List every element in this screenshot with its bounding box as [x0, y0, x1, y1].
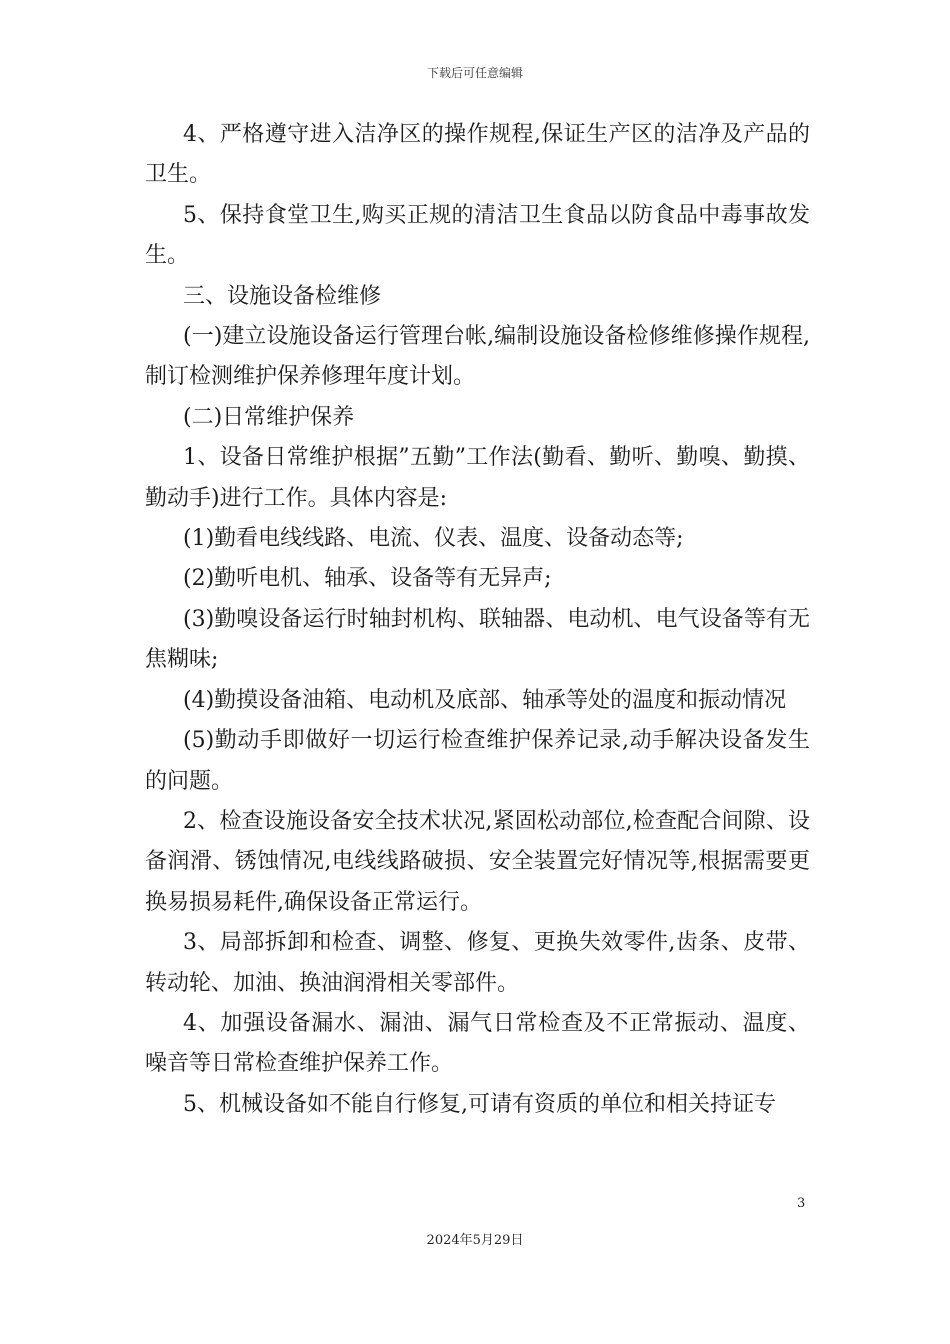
paragraph: 5、保持食堂卫生,购买正规的清洁卫生食品以防食品中毒事故发生。 — [145, 202, 810, 269]
list-item: (1)勤看电线线路、电流、仪表、温度、设备动态等; — [183, 526, 684, 552]
paragraph: 5、机械设备如不能自行修复,可请有资质的单位和相关持证专 — [183, 1091, 776, 1117]
page-number: 3 — [797, 1196, 806, 1211]
list-item: (4)勤摸设备油箱、电动机及底部、轴承等处的温度和振动情况 — [183, 687, 787, 713]
paragraph: 3、局部拆卸和检查、调整、修复、更换失效零件,齿条、皮带、转动轮、加油、换油润滑相关零部件。 — [145, 930, 810, 996]
paragraph: 1、设备日常维护根据”五勤”工作法(勤看、勤听、勤嗅、勤摸、勤动手)进行工作。具体内容是: — [145, 445, 810, 511]
paragraph: 2、检查设施设备安全技术状况,紧固松动部位,检查配合间隙、设备润滑、锈蚀情况,电线线路破损、安全装置完好情况等,根据需要更换易损易耗件,确保设备正常运行。 — [145, 808, 810, 915]
list-item: (5)勤动手即做好一切运行检查维护保养记录,动手解决设备发生的问题。 — [145, 728, 810, 794]
footer-date: 2024年5月29日 — [426, 1233, 524, 1248]
list-item: (3)勤嗅设备运行时轴封机构、联轴器、电动机、电气设备等有无焦糊味; — [145, 606, 810, 673]
paragraph: 4、严格遵守进入洁净区的操作规程,保证生产区的洁净及产品的卫生。 — [145, 122, 810, 188]
list-item: (2)勤听电机、轴承、设备等有无异声; — [183, 566, 552, 592]
paragraph: 4、加强设备漏水、漏油、漏气日常检查及不正常振动、温度、噪音等日常检查维护保养工作。 — [145, 1010, 810, 1077]
page-header: 下载后可任意编辑 — [426, 66, 523, 80]
document-body — [145, 115, 810, 1125]
subsection-heading: (二)日常维护保养 — [183, 404, 355, 430]
paragraph: (一)建立设施设备运行管理台帐,编制设施设备检修维修操作规程,制订检测维护保养修理年度计划。 — [145, 324, 810, 390]
section-heading: 三、设施设备检维修 — [183, 283, 382, 309]
